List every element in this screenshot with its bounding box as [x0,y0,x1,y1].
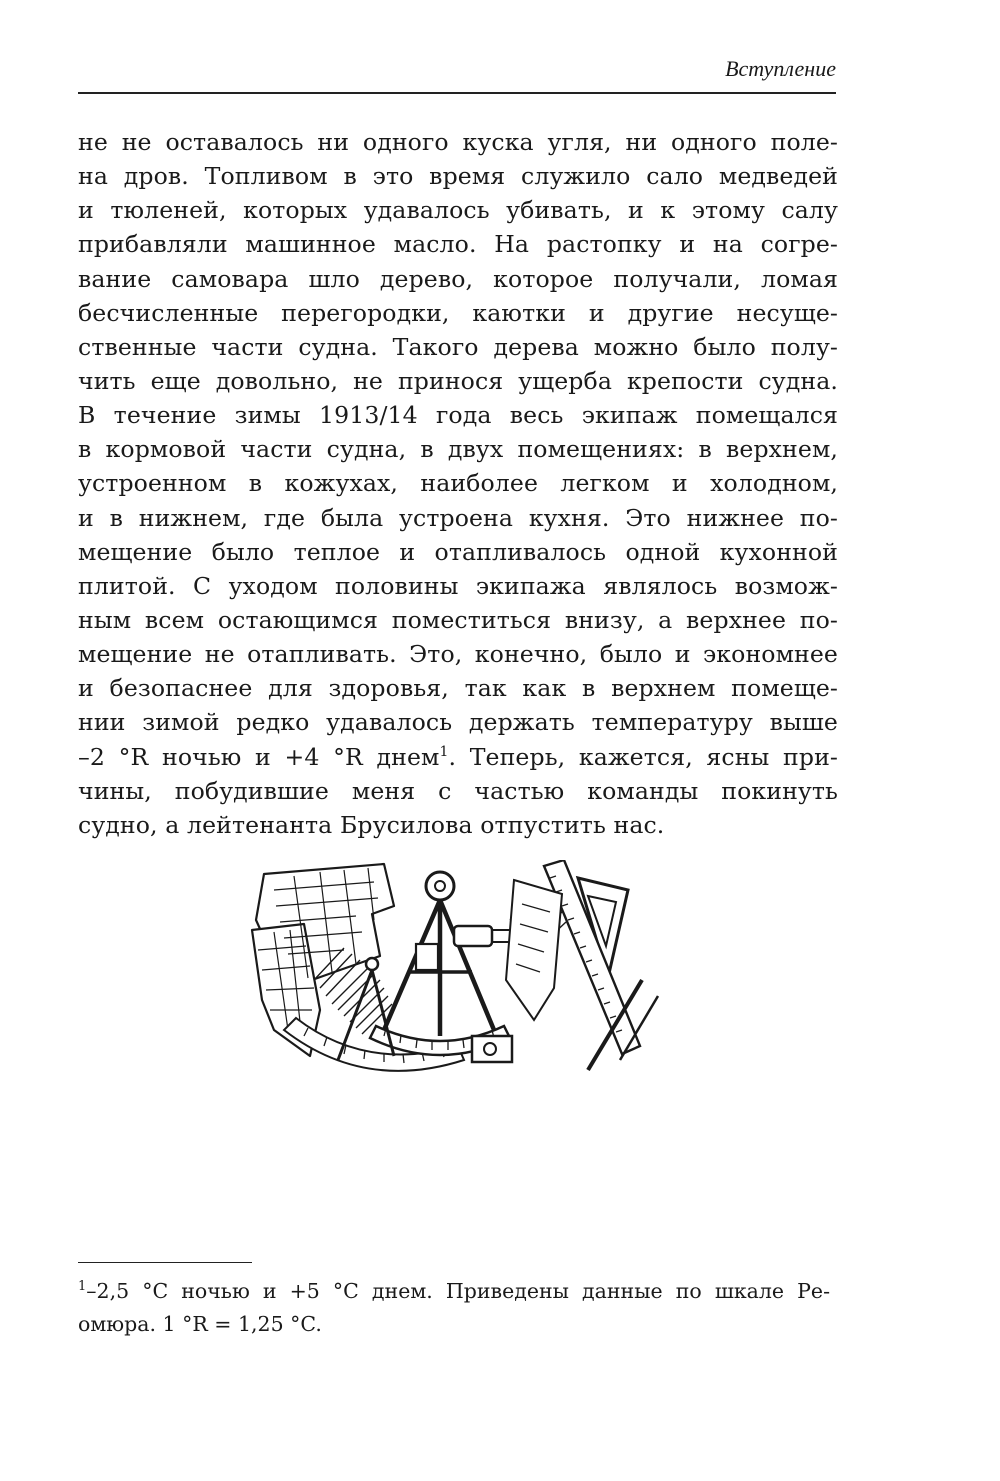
navigation-instruments-illustration [244,860,664,1090]
body-line: не не оставалось ни одного куска угля, ни одного поле- [78,128,838,156]
body-line: на дров. Топливом в это время служило сало медведей [78,162,838,191]
body-line: в кормовой части судна, в двух помещениях: в верхнем, [78,435,838,464]
body-line: чить еще довольно, не принося ущерба крепости судна. [78,366,838,395]
footnote [78,1275,830,1341]
text-before-ref: –2 °R ночью и +4 °R днем [78,742,440,771]
body-line: нии зимой редко удавалось держать температуру выше [78,708,838,737]
running-head-title: Вступление [725,56,836,81]
body-line: вание самовара шло дерево, которое получали, ломая [78,264,838,293]
body-line: мещение не отапливать. Это, конечно, было и экономнее [78,640,838,669]
body-line: мещение было теплое и отапливалось одной кухонной [78,537,838,566]
footnote-marker: 1 [78,1279,87,1295]
body-line: и в нижнем, где была устроена кухня. Это нижнее по- [78,503,838,532]
body-line: ным всем остающимся поместиться внизу, а верхнее по- [78,605,838,634]
running-head [78,52,836,94]
body-line: и безопаснее для здоровья, так как в верхнем помеще- [78,674,838,703]
body-line: В течение зимы 1913/14 года весь экипаж помещался [78,401,838,430]
footnote-line: омюра. 1 °R = 1,25 °C. [78,1312,322,1336]
body-line: и тюленей, которых удавалось убивать, и к этому салу [78,196,838,225]
body-line: прибавляли машинное масло. На растопку и на согре- [78,230,838,259]
body-line-with-footnote-ref [78,740,838,774]
body-line: бесчисленные перегородки, каютки и другие несуще- [78,298,838,327]
footnote-ref: 1 [439,743,449,760]
folded-chart-right [506,880,562,1020]
body-line: устроенном в кожухах, наиболее легком и холодном, [78,469,838,498]
body-text [78,125,838,842]
body-line: чины, побудившие меня с частью команды покинуть [78,776,838,805]
body-line: судно, а лейтенанта Брусилова отпустить нас. [78,810,665,839]
footnote-line [78,1275,830,1308]
footnote-text: –2,5 °C ночью и +5 °C днем. Приведены данные по шкале Ре- [86,1279,830,1303]
footnote-separator [78,1262,252,1263]
body-line: плитой. С уходом половины экипажа являлось возмож- [78,571,838,600]
text-after-ref: . Теперь, кажется, ясны при- [448,742,838,771]
body-line: ственные части судна. Такого дерева можно было полу- [78,332,838,361]
